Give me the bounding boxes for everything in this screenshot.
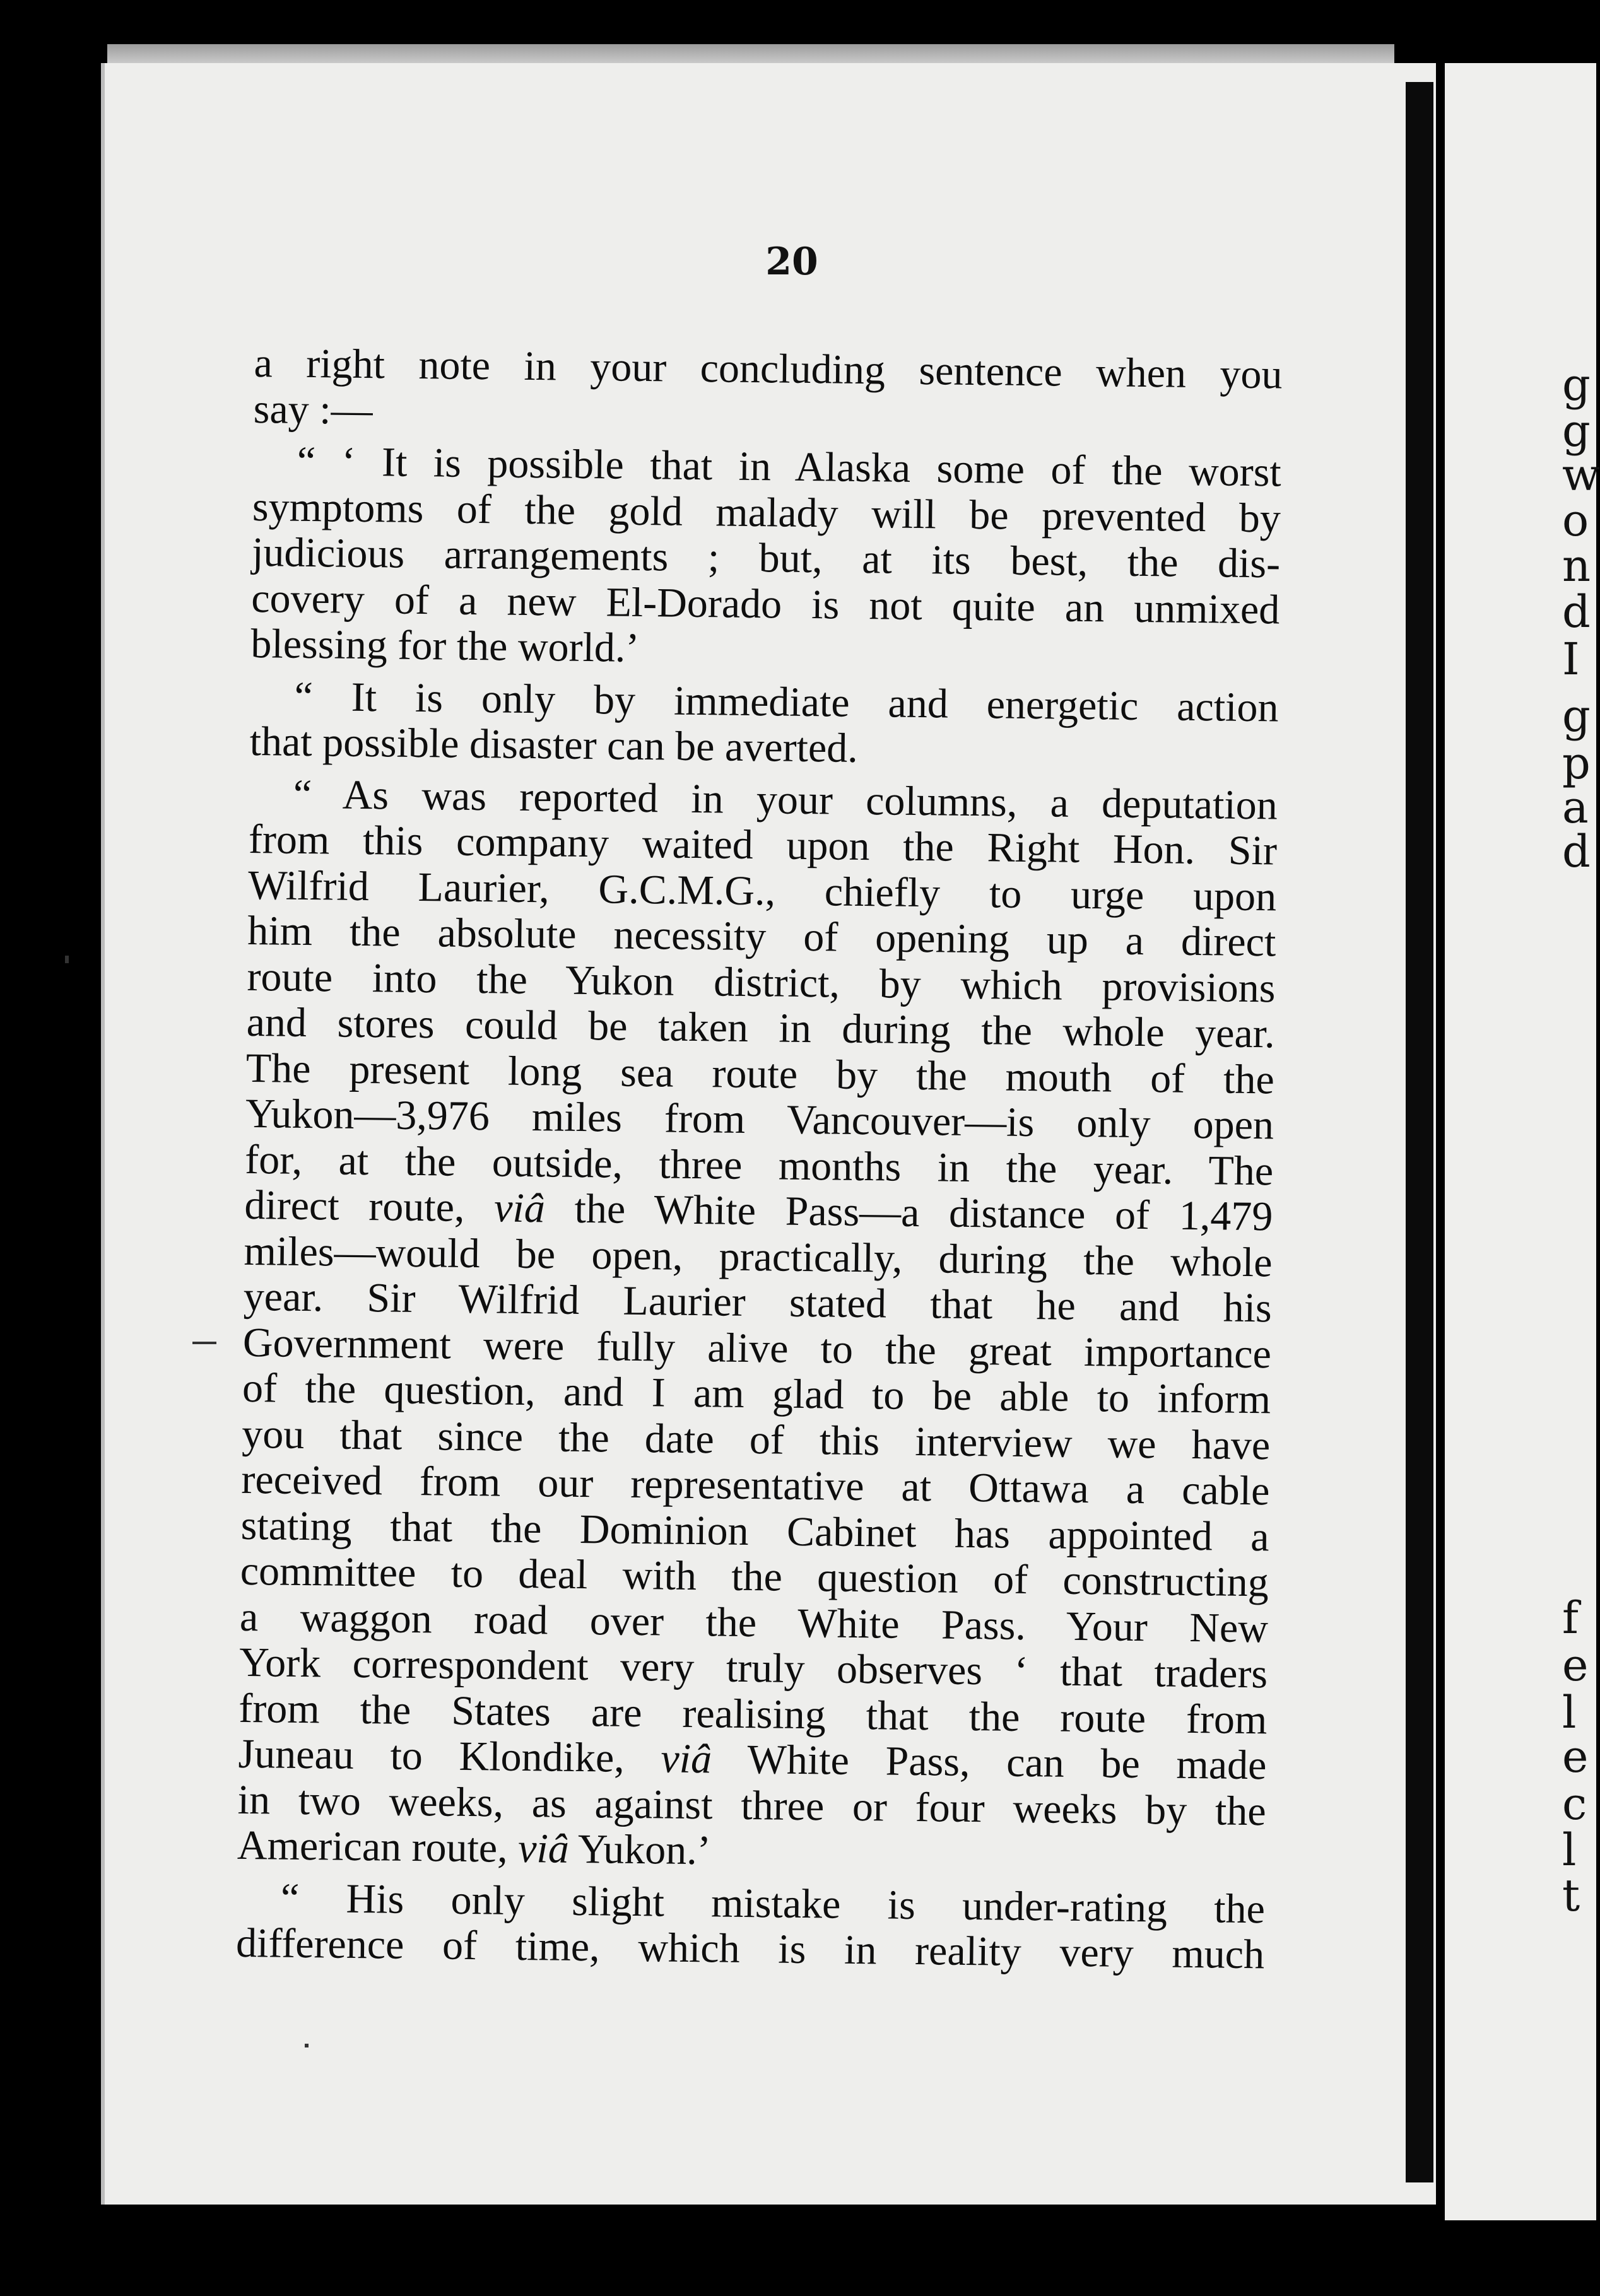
italic-word: viâ — [661, 1735, 712, 1783]
text-line: direct route, viâ the White Pass—a distance of 1,479 — [244, 1181, 1273, 1240]
edge-letter: e — [1562, 1639, 1589, 1691]
edge-letter: c — [1562, 1778, 1587, 1830]
text-line: of the question, and I am glad to be able to inform — [242, 1364, 1271, 1423]
edge-letter: a — [1562, 782, 1589, 833]
text-line: difference of time, which is in reality very much — [235, 1919, 1265, 1978]
text-line: Government were fully alive to the great importance — [242, 1319, 1272, 1377]
text-line: Wilfrid Laurier, G.C.M.G., chiefly to urge upon — [247, 862, 1277, 920]
text-line: Juneau to Klondike, viâ White Pass, can be made — [238, 1730, 1267, 1789]
text-line: and stores could be taken in during the whole year. — [246, 999, 1276, 1057]
text-line: in two weeks, as against three or four weeks by the — [237, 1776, 1267, 1834]
paragraph — [253, 341, 1283, 443]
edge-letter: p — [1562, 737, 1591, 789]
edge-letter: f — [1562, 1592, 1579, 1644]
text-line: York correspondent very truly observes ‘ that traders — [238, 1639, 1268, 1697]
italic-word: viâ — [517, 1825, 570, 1872]
edge-letter: d — [1562, 826, 1591, 877]
text-line: Yukon—3,976 miles from Vancouver—is only open — [245, 1090, 1274, 1149]
text-line: “ ‘ It is possible that in Alaska some of the worst — [297, 438, 1282, 496]
scan-speck — [65, 956, 69, 963]
text-line: American route, viâ Yukon.’ — [237, 1822, 712, 1874]
edge-letter: l — [1562, 1687, 1577, 1738]
text-line: a right note in your concluding sentence when you — [254, 340, 1283, 398]
text-line: for, at the outside, three months in the year. The — [244, 1136, 1274, 1194]
text-line: symptoms of the gold malady will be prevented by — [252, 483, 1281, 541]
text-line: “ It is only by immediate and energetic action — [294, 673, 1279, 730]
text-line: route into the Yukon district, by which provisions — [247, 953, 1276, 1011]
text-line: The present long sea route by the mouth of the — [245, 1045, 1275, 1103]
paragraph — [237, 771, 1278, 1880]
text-line: miles—would be open, practically, during the whole — [244, 1227, 1273, 1286]
italic-word: viâ — [493, 1185, 546, 1232]
text-line: from this company waited upon the Right Hon. Sir — [248, 816, 1278, 874]
edge-letter: g — [1562, 405, 1591, 457]
text-line: stating that the Dominion Cabinet has appointed a — [240, 1502, 1270, 1560]
edge-letter: g — [1562, 359, 1591, 411]
text-line: “ His only slight mistake is under-rating the — [280, 1875, 1266, 1932]
text-line: received from our representative at Ottawa a cable — [241, 1456, 1270, 1514]
text-line: from the States are realising that the route from — [238, 1685, 1268, 1743]
page-number: 20 — [765, 240, 818, 284]
text-line: committee to deal with the question of constructing — [240, 1547, 1269, 1606]
scan-speck — [305, 2044, 309, 2047]
book-gutter — [1406, 82, 1433, 2182]
paragraph — [236, 1875, 1266, 1977]
edge-letter: n — [1562, 540, 1591, 592]
edge-letter: w — [1562, 449, 1600, 501]
page-top-edge — [107, 44, 1394, 66]
edge-letter: t — [1562, 1870, 1580, 1921]
text-line: say :— — [253, 385, 374, 433]
text-line: blessing for the world.’ — [250, 620, 640, 671]
text-line: covery of a new El-Dorado is not quite an unmixed — [250, 575, 1280, 633]
text-line: you that since the date of this interview we have — [241, 1410, 1271, 1468]
paragraph — [250, 438, 1281, 679]
paragraph — [249, 673, 1279, 776]
edge-letter: e — [1562, 1731, 1589, 1783]
edge-letter: I — [1562, 633, 1580, 685]
text-line: a waggon road over the White Pass. Your New — [239, 1593, 1269, 1651]
text-line: “ As was reported in your columns, a deputation — [293, 771, 1278, 828]
edge-letter: d — [1562, 586, 1591, 638]
text-line: judicious arrangements ; but, at its best, the dis- — [251, 529, 1281, 587]
scan-speck — [192, 1342, 216, 1344]
edge-letter: g — [1562, 690, 1591, 742]
edge-letter: o — [1562, 495, 1589, 546]
text-line: year. Sir Wilfrid Laurier stated that he and his — [243, 1273, 1273, 1332]
facing-page-text-edge — [1562, 0, 1600, 2296]
edge-letter: l — [1562, 1824, 1577, 1876]
body-text — [236, 341, 1283, 1978]
text-line: that possible disaster can be averted. — [249, 718, 859, 771]
text-line: him the absolute necessity of opening up a direct — [247, 907, 1276, 966]
